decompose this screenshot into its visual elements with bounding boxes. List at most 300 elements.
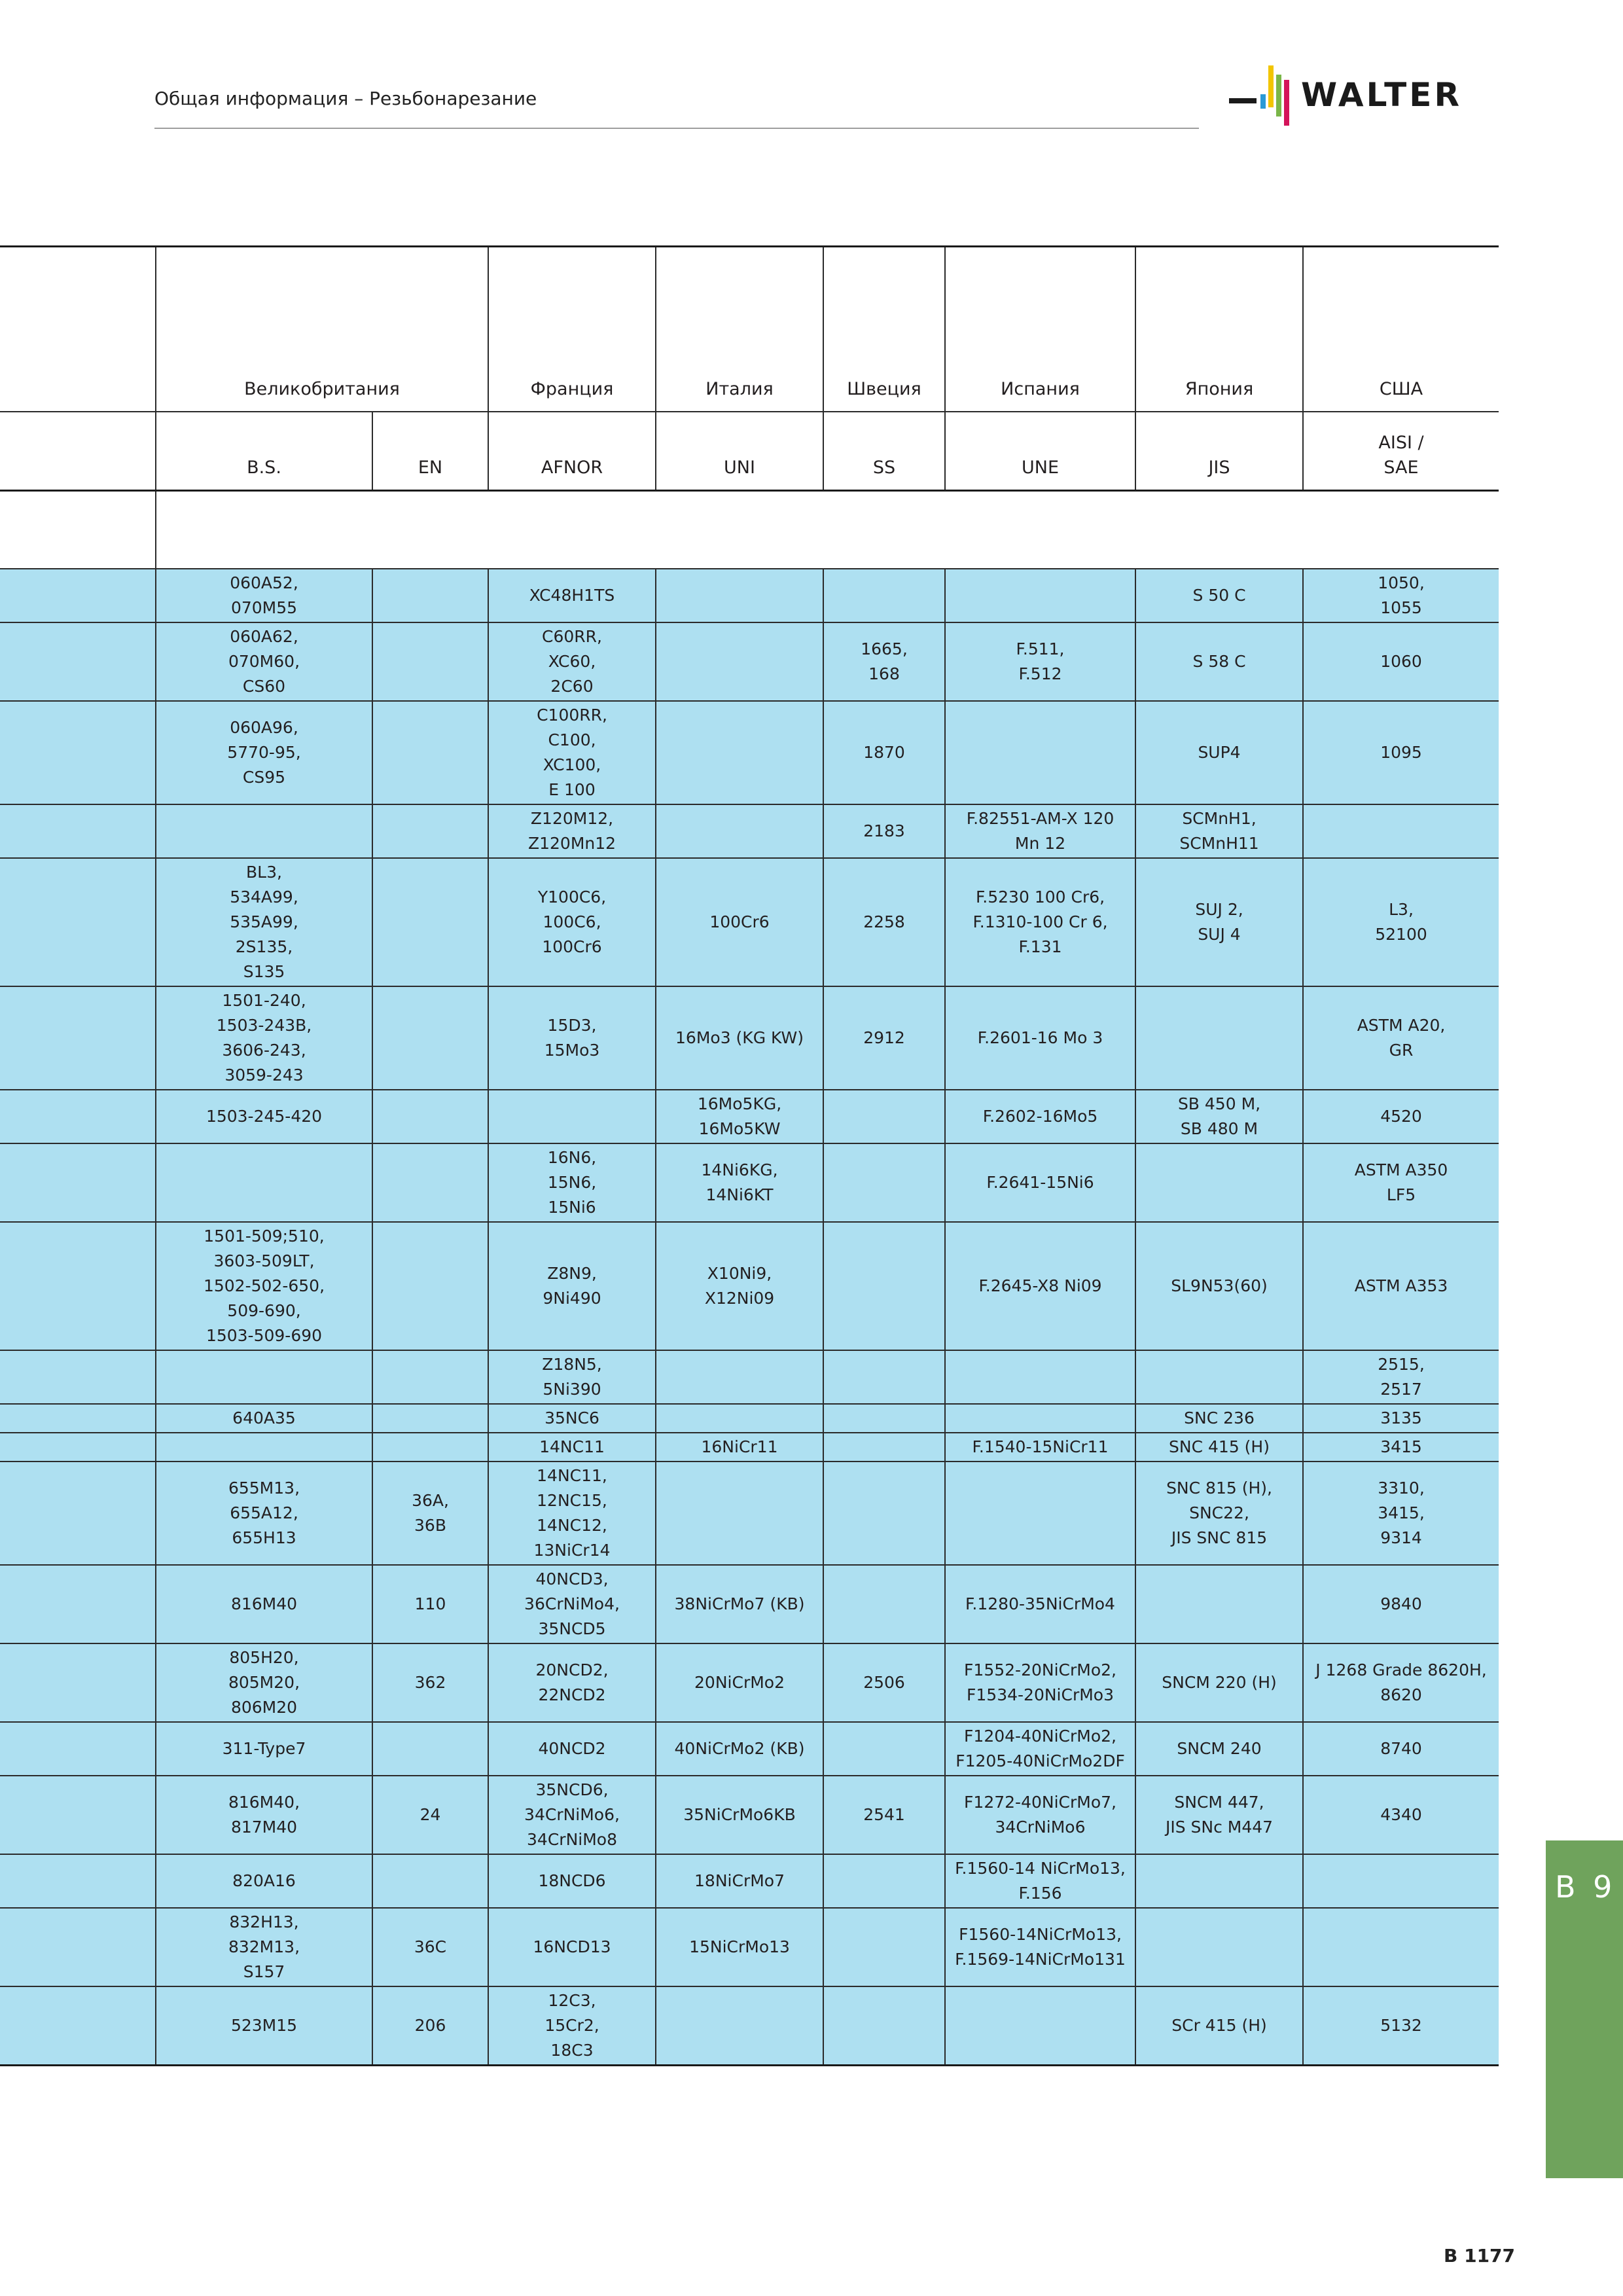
table-row [0, 1462, 1499, 1565]
table-cell [0, 1776, 156, 1854]
table-cell [372, 1143, 488, 1222]
cell-line: 2S135, [235, 937, 293, 956]
cell-line: F.131 [1018, 937, 1062, 956]
table-cell: F.1280-35NiCrMo4 [945, 1565, 1135, 1643]
table-cell [0, 1090, 156, 1143]
table-row [0, 1433, 1499, 1462]
table-cell: 2912 [823, 986, 945, 1090]
cell-line: 2517 [1380, 1380, 1422, 1399]
cell-line: SCMnH11 [1179, 834, 1259, 853]
cell-line: 52100 [1375, 925, 1427, 944]
standard-header-cell [1303, 412, 1499, 491]
cell-line: 509-690, [227, 1301, 301, 1320]
cell-line: 14NC12, [537, 1516, 607, 1535]
table-cell [488, 1986, 656, 2066]
table-cell [372, 1433, 488, 1462]
cell-line: 070M60, [228, 652, 300, 671]
table-row [0, 1404, 1499, 1433]
table-cell: 640A35 [156, 1404, 372, 1433]
cell-line: CS60 [242, 677, 286, 696]
page-number: B 1177 [1444, 2245, 1516, 2267]
table-row [0, 1350, 1499, 1404]
table-cell [656, 1222, 823, 1350]
table-cell: S 50 C [1135, 569, 1303, 622]
table-cell [823, 1854, 945, 1908]
table-cell [945, 1643, 1135, 1722]
table-cell: 100Cr6 [656, 858, 823, 986]
cell-line: 806M20 [230, 1698, 298, 1717]
cell-line: 832M13, [228, 1937, 300, 1956]
cell-line: 9Ni490 [543, 1289, 601, 1308]
table-cell: 4340 [1303, 1776, 1499, 1854]
cell-line: 12NC15, [537, 1491, 607, 1510]
cell-line: ASTM A20, [1357, 1016, 1446, 1035]
cell-line: SCMnH1, [1182, 809, 1257, 828]
standard-header-cell: UNE [945, 412, 1135, 491]
cell-line: 3606-243, [222, 1041, 306, 1060]
table-cell [156, 1776, 372, 1854]
table-cell [372, 569, 488, 622]
table-row [0, 1643, 1499, 1722]
table-cell [1135, 1854, 1303, 1908]
cell-line: 805M20, [228, 1673, 300, 1692]
table-cell [656, 569, 823, 622]
table-row [0, 858, 1499, 986]
table-cell [823, 1986, 945, 2066]
table-cell [1135, 1908, 1303, 1986]
cell-line: 1055 [1380, 598, 1422, 617]
cell-line: F.511, [1016, 639, 1065, 658]
cell-line: 34CrNiMo6, [524, 1805, 620, 1824]
cell-line: 1501-509;510, [204, 1227, 325, 1246]
cell-line: F1534-20NiCrMo3 [967, 1685, 1115, 1704]
cell-line: 100Cr6 [542, 937, 602, 956]
table-cell [1303, 1143, 1499, 1222]
cell-line: Y100C6, [537, 888, 607, 906]
cell-line: XC100, [543, 755, 601, 774]
table-cell [0, 569, 156, 622]
cell-line: S157 [243, 1962, 285, 1981]
table-cell: 8740 [1303, 1722, 1499, 1776]
table-cell [1303, 569, 1499, 622]
cell-line: 3310, [1378, 1479, 1425, 1498]
cell-line: 060A52, [230, 573, 298, 592]
table-cell [372, 1462, 488, 1565]
table-cell: SNC 415 (H) [1135, 1433, 1303, 1462]
table-cell: SNC 236 [1135, 1404, 1303, 1433]
cell-line: C60RR, [542, 627, 602, 646]
cell-line: 14NC11, [537, 1466, 607, 1485]
standard-header-cell: JIS [1135, 412, 1303, 491]
cell-line: 8620 [1380, 1685, 1422, 1704]
cell-line: 168 [868, 664, 900, 683]
table-cell [0, 1986, 156, 2066]
cell-line: SB 450 M, [1177, 1094, 1261, 1113]
table-row [0, 1222, 1499, 1350]
table-cell [1135, 1350, 1303, 1404]
table-cell [656, 1350, 823, 1404]
cell-line: CS95 [242, 768, 286, 787]
table-cell [823, 1222, 945, 1350]
cell-line: Z18N5, [542, 1355, 602, 1374]
table-cell [945, 701, 1135, 804]
cell-line: 655H13 [232, 1528, 296, 1547]
table-cell [945, 1462, 1135, 1565]
table-cell [488, 1090, 656, 1143]
table-row [0, 1908, 1499, 1986]
table-cell [488, 1222, 656, 1350]
table-cell [1303, 1350, 1499, 1404]
table-cell [156, 804, 372, 858]
table-cell [656, 1986, 823, 2066]
page-section-title: Общая информация – Резьбонарезание [154, 88, 537, 109]
table-cell: F.2601-16 Mo 3 [945, 986, 1135, 1090]
cell-line: 15Ni6 [548, 1198, 596, 1217]
table-cell: 14NC11 [488, 1433, 656, 1462]
table-cell [0, 804, 156, 858]
cell-line: 100C6, [543, 912, 601, 931]
table-cell [0, 1854, 156, 1908]
chapter-tab-label: B 9 [1555, 1869, 1616, 1905]
standard-header-row [0, 412, 1499, 491]
table-cell [156, 1643, 372, 1722]
cell-line: F.1569-14NiCrMo131 [955, 1950, 1126, 1969]
table-cell: 3415 [1303, 1433, 1499, 1462]
table-cell [656, 804, 823, 858]
cell-line: Z120Mn12 [527, 834, 616, 853]
table-cell [0, 622, 156, 701]
cell-line: X10Ni9, [707, 1264, 772, 1283]
table-row [0, 1090, 1499, 1143]
table-cell [156, 622, 372, 701]
cell-line: 1501-240, [222, 991, 306, 1010]
cell-line: 15D3, [547, 1016, 597, 1035]
cell-line: SNCM 447, [1174, 1793, 1264, 1812]
cell-line: 1665, [861, 639, 908, 658]
table-cell [1135, 1462, 1303, 1565]
table-cell [1303, 986, 1499, 1090]
cell-line: JIS SNc M447 [1165, 1818, 1274, 1837]
table-cell [823, 1722, 945, 1776]
table-cell [823, 622, 945, 701]
table-cell [156, 1908, 372, 1986]
table-cell [945, 1854, 1135, 1908]
table-cell [372, 1090, 488, 1143]
table-cell [0, 1722, 156, 1776]
country-header-cell: Италия [656, 247, 823, 412]
table-cell: 16NiCr11 [656, 1433, 823, 1462]
cell-line: SNC22, [1189, 1503, 1249, 1522]
table-cell [0, 1565, 156, 1643]
spacer-cell [0, 491, 156, 569]
cell-line: F1552-20NiCrMo2, [964, 1660, 1116, 1679]
cell-line: 1503-509-690 [205, 1326, 323, 1345]
table-cell [0, 986, 156, 1090]
table-cell [372, 701, 488, 804]
cell-line: 3603-509LT, [213, 1251, 315, 1270]
table-row [0, 804, 1499, 858]
cell-line: 20NCD2, [535, 1660, 609, 1679]
table-cell: 40NCD2 [488, 1722, 656, 1776]
cell-line: 832H13, [229, 1912, 299, 1931]
table-cell [372, 1222, 488, 1350]
table-cell: 4520 [1303, 1090, 1499, 1143]
cell-line: 655M13, [228, 1479, 300, 1498]
cell-line: 534A99, [230, 888, 298, 906]
spacer-cell [156, 491, 1499, 569]
cell-line: 5Ni390 [543, 1380, 601, 1399]
cell-line: F.156 [1018, 1884, 1062, 1903]
country-header-cell: Швеция [823, 247, 945, 412]
table-cell [1135, 1143, 1303, 1222]
header-divider [154, 128, 1199, 129]
table-row [0, 1986, 1499, 2066]
table-cell [945, 622, 1135, 701]
table-cell [0, 701, 156, 804]
table-cell [488, 622, 656, 701]
table-cell [0, 1643, 156, 1722]
table-cell: 35NiCrMo6KB [656, 1776, 823, 1854]
cell-line: GR [1389, 1041, 1414, 1060]
cell-line: 15Mo3 [544, 1041, 600, 1060]
cell-line: 14Ni6KG, [701, 1160, 778, 1179]
table-cell [1135, 1090, 1303, 1143]
table-cell [372, 1350, 488, 1404]
table-cell [156, 1350, 372, 1404]
table-cell [1135, 858, 1303, 986]
table-cell: SL9N53(60) [1135, 1222, 1303, 1350]
table-cell: 523M15 [156, 1986, 372, 2066]
cell-line: 5770-95, [227, 743, 301, 762]
table-cell [0, 1404, 156, 1433]
cell-line: 15Cr2, [544, 2016, 599, 2035]
table-cell [0, 858, 156, 986]
standard-header-cell [0, 412, 156, 491]
cell-line: 34CrNiMo8 [527, 1830, 617, 1849]
table-cell [156, 1462, 372, 1565]
country-header-cell: Франция [488, 247, 656, 412]
cell-line: 060A96, [230, 718, 298, 737]
cell-line: BL3, [246, 863, 282, 882]
cell-line: 16Mo5KW [698, 1119, 781, 1138]
table-cell: 311-Type7 [156, 1722, 372, 1776]
table-cell [945, 1404, 1135, 1433]
table-cell: 362 [372, 1643, 488, 1722]
table-cell [156, 986, 372, 1090]
table-cell [1135, 1776, 1303, 1854]
table-cell [823, 1433, 945, 1462]
table-row [0, 1722, 1499, 1776]
cell-line: 1503-243B, [216, 1016, 312, 1035]
table-cell: F.2645-X8 Ni09 [945, 1222, 1135, 1350]
table-cell [0, 1143, 156, 1222]
cell-line: F.512 [1018, 664, 1062, 683]
table-cell: SUP4 [1135, 701, 1303, 804]
table-cell [945, 1722, 1135, 1776]
spacer-row [0, 491, 1499, 569]
cell-line: 070M55 [230, 598, 298, 617]
cell-line: 816M40, [228, 1793, 300, 1812]
table-cell [488, 1462, 656, 1565]
table-cell: 18NiCrMo7 [656, 1854, 823, 1908]
table-cell: 1503-245-420 [156, 1090, 372, 1143]
table-cell: SNCM 240 [1135, 1722, 1303, 1776]
walter-logo [1229, 60, 1501, 134]
cell-line: SUJ 2, [1195, 900, 1243, 919]
cell-line: F.1310-100 Cr 6, [972, 912, 1108, 931]
table-cell: 1870 [823, 701, 945, 804]
cell-line: XC60, [548, 652, 596, 671]
table-cell [656, 1143, 823, 1222]
table-cell: SCr 415 (H) [1135, 1986, 1303, 2066]
table-cell [0, 1908, 156, 1986]
cell-line: C100, [548, 730, 596, 749]
table-cell: 2258 [823, 858, 945, 986]
cell-line: 3059-243 [224, 1066, 304, 1085]
table-cell: 38NiCrMo7 (KB) [656, 1565, 823, 1643]
table-cell: 2506 [823, 1643, 945, 1722]
table-cell [945, 1350, 1135, 1404]
table-body [0, 247, 1499, 2066]
table-cell [488, 1776, 656, 1854]
table-row [0, 1854, 1499, 1908]
cell-line: 34CrNiMo6 [995, 1818, 1086, 1837]
table-cell: S 58 C [1135, 622, 1303, 701]
table-cell [156, 569, 372, 622]
cell-line: E 100 [548, 780, 596, 799]
cell-line: 2515, [1378, 1355, 1425, 1374]
table-cell [823, 1462, 945, 1565]
table-cell: 110 [372, 1565, 488, 1643]
table-cell [488, 986, 656, 1090]
table-cell [656, 622, 823, 701]
table-cell [945, 1986, 1135, 2066]
table-cell: F.2602-16Mo5 [945, 1090, 1135, 1143]
steel-grade-comparison-table [0, 245, 1499, 2066]
table-cell: 3135 [1303, 1404, 1499, 1433]
table-cell [1303, 858, 1499, 986]
table-cell: F.1540-15NiCr11 [945, 1433, 1135, 1462]
table-cell [156, 701, 372, 804]
cell-line: JIS SNC 815 [1171, 1528, 1268, 1547]
cell-line: 1502-502-650, [203, 1276, 325, 1295]
table-cell: XC48H1TS [488, 569, 656, 622]
table-cell: 16Mo3 (KG KW) [656, 986, 823, 1090]
table-cell [488, 1643, 656, 1722]
table-cell [372, 858, 488, 986]
table-cell [823, 1350, 945, 1404]
table-cell: 2183 [823, 804, 945, 858]
cell-line: 36A, [412, 1491, 449, 1510]
table-cell: 20NiCrMo2 [656, 1643, 823, 1722]
country-header-row [0, 247, 1499, 412]
cell-line: F1204-40NiCrMo2, [964, 1727, 1116, 1746]
table-cell [372, 986, 488, 1090]
table-cell [1303, 804, 1499, 858]
table-cell: 15NiCrMo13 [656, 1908, 823, 1986]
table-row [0, 701, 1499, 804]
cell-line: 817M40 [230, 1818, 298, 1837]
table-cell [372, 1722, 488, 1776]
cell-line: F.1560-14 NiCrMo13, [955, 1859, 1126, 1878]
cell-line: Mn 12 [1014, 834, 1066, 853]
table-cell: SNCM 220 (H) [1135, 1643, 1303, 1722]
cell-line: AISI / [1378, 433, 1424, 453]
table-cell [1303, 1462, 1499, 1565]
table-cell: 40NiCrMo2 (KB) [656, 1722, 823, 1776]
standard-header-cell: SS [823, 412, 945, 491]
table-cell [823, 1404, 945, 1433]
walter-logo-mark-icon [1229, 60, 1301, 134]
table-cell [1303, 1908, 1499, 1986]
table-cell [488, 858, 656, 986]
table-cell [488, 1143, 656, 1222]
table-cell: 1060 [1303, 622, 1499, 701]
table-cell: ASTM A353 [1303, 1222, 1499, 1350]
cell-line: J 1268 Grade 8620H, [1315, 1660, 1487, 1679]
cell-line: 655A12, [230, 1503, 298, 1522]
table-cell [823, 1143, 945, 1222]
country-header-cell: США [1303, 247, 1499, 412]
table-cell: 5132 [1303, 1986, 1499, 2066]
cell-line: 35NCD6, [535, 1780, 609, 1799]
cell-line: 12C3, [548, 1991, 596, 2010]
table-cell: 9840 [1303, 1565, 1499, 1643]
table-cell [488, 804, 656, 858]
table-cell: 2541 [823, 1776, 945, 1854]
table-row [0, 1143, 1499, 1222]
country-header-cell: Испания [945, 247, 1135, 412]
country-header-cell: Великобритания [156, 247, 488, 412]
table-cell [156, 1143, 372, 1222]
table-cell [0, 1222, 156, 1350]
table-row [0, 986, 1499, 1090]
table-row [0, 1565, 1499, 1643]
cell-line: 9314 [1380, 1528, 1422, 1547]
cell-line: F.5230 100 Cr6, [975, 888, 1105, 906]
table-cell [823, 1090, 945, 1143]
table-cell [823, 569, 945, 622]
cell-line: SUJ 4 [1198, 925, 1241, 944]
table-cell [656, 1462, 823, 1565]
table-row [0, 622, 1499, 701]
table-cell [945, 804, 1135, 858]
cell-line: 2C60 [550, 677, 594, 696]
cell-line: SNC 815 (H), [1166, 1479, 1272, 1498]
cell-line: F1560-14NiCrMo13, [959, 1925, 1122, 1944]
table-cell [372, 1854, 488, 1908]
table-cell [156, 1433, 372, 1462]
cell-line: F1205-40NiCrMo2DF [955, 1751, 1125, 1770]
cell-line: SAE [1383, 457, 1419, 478]
cell-line: 14Ni6KT [705, 1185, 774, 1204]
cell-line: SB 480 M [1180, 1119, 1258, 1138]
table-cell: 35NC6 [488, 1404, 656, 1433]
table-cell: 24 [372, 1776, 488, 1854]
cell-line: 35NCD5 [538, 1619, 606, 1638]
table-cell [488, 1350, 656, 1404]
cell-line: 1050, [1378, 573, 1425, 592]
table-cell: 206 [372, 1986, 488, 2066]
table-cell [1135, 804, 1303, 858]
cell-line: 13NiCr14 [533, 1541, 611, 1560]
table-cell: 36C [372, 1908, 488, 1986]
table-cell [156, 1222, 372, 1350]
cell-line: 18C3 [550, 2041, 594, 2060]
cell-line: 3415, [1378, 1503, 1425, 1522]
cell-line: F1272-40NiCrMo7, [964, 1793, 1116, 1812]
table-cell [945, 858, 1135, 986]
